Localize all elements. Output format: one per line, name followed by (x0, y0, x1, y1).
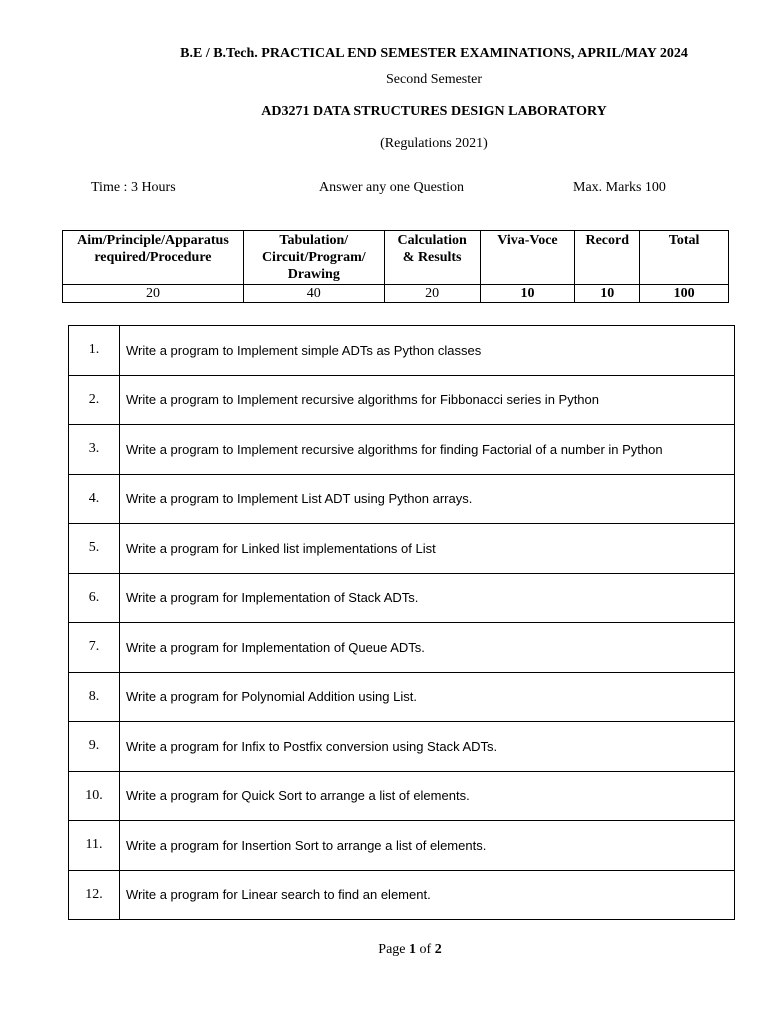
question-number: 6. (69, 573, 120, 623)
header-line: Circuit/Program/ (261, 250, 366, 265)
marks-header-row (63, 231, 729, 285)
question-number: 10. (69, 771, 120, 821)
header-line: Viva-Voce (497, 233, 558, 248)
question-text: Write a program for Linked list implementations of List (120, 524, 735, 574)
question-text: Write a program to Implement List ADT using Python arrays. (120, 474, 735, 524)
question-row (69, 623, 735, 673)
marks-value-cell: 10 (480, 285, 575, 303)
max-marks: Max. Marks 100 (573, 180, 666, 195)
question-number: 1. (69, 326, 120, 376)
question-text: Write a program for Quick Sort to arrange a list of elements. (120, 771, 735, 821)
question-row (69, 722, 735, 772)
question-text: Write a program for Implementation of Queue ADTs. (120, 623, 735, 673)
question-text: Write a program to Implement recursive algorithms for finding Factorial of a number in Python (120, 425, 735, 475)
header-line: Aim/Principle/Apparatus (77, 233, 229, 248)
marks-header-cell (63, 231, 244, 285)
questions-table (68, 325, 735, 920)
question-number: 8. (69, 672, 120, 722)
question-number: 4. (69, 474, 120, 524)
exam-instruction: Answer any one Question (319, 180, 465, 195)
page-footer (0, 942, 768, 958)
marks-value-cell: 20 (63, 285, 244, 303)
question-row (69, 821, 735, 871)
question-number: 7. (69, 623, 120, 673)
question-number: 3. (69, 425, 120, 475)
current-page-number: 1 (409, 942, 417, 957)
header-line: & Results (402, 250, 462, 265)
question-number: 11. (69, 821, 120, 871)
header-line: Drawing (287, 267, 340, 282)
question-row (69, 573, 735, 623)
question-row (69, 326, 735, 376)
regulations-label: (Regulations 2021) (380, 136, 488, 151)
exam-duration: Time : 3 Hours (91, 180, 176, 195)
question-number: 5. (69, 524, 120, 574)
question-row (69, 870, 735, 920)
question-row (69, 771, 735, 821)
marks-header-cell (243, 231, 384, 285)
question-row (69, 672, 735, 722)
question-number: 2. (69, 375, 120, 425)
question-number: 12. (69, 870, 120, 920)
question-row (69, 425, 735, 475)
question-row (69, 474, 735, 524)
course-title: AD3271 DATA STRUCTURES DESIGN LABORATORY (261, 104, 607, 119)
page-label: Page (378, 942, 406, 957)
header-line: required/Procedure (94, 250, 212, 265)
question-text: Write a program for Linear search to find an element. (120, 870, 735, 920)
question-text: Write a program to Implement recursive algorithms for Fibbonacci series in Python (120, 375, 735, 425)
marks-value-cell: 40 (243, 285, 384, 303)
header-line: Tabulation/ (279, 233, 349, 248)
question-row (69, 524, 735, 574)
question-text: Write a program for Implementation of Stack ADTs. (120, 573, 735, 623)
marks-header-cell (384, 231, 480, 285)
question-text: Write a program for Infix to Postfix conversion using Stack ADTs. (120, 722, 735, 772)
header-line: Record (585, 233, 630, 248)
question-text: Write a program for Insertion Sort to arrange a list of elements. (120, 821, 735, 871)
question-text: Write a program for Polynomial Addition using List. (120, 672, 735, 722)
marks-header-cell (575, 231, 640, 285)
marks-value-row (63, 285, 729, 303)
question-row (69, 375, 735, 425)
marks-header-cell (480, 231, 575, 285)
question-number: 9. (69, 722, 120, 772)
header-line: Calculation (397, 233, 467, 248)
semester-label: Second Semester (385, 72, 483, 87)
marks-value-cell: 20 (384, 285, 480, 303)
marks-value-cell: 10 (575, 285, 640, 303)
marks-header-cell (640, 231, 729, 285)
marks-distribution-table (62, 230, 729, 303)
header-line: Total (668, 233, 700, 248)
marks-value-cell: 100 (640, 285, 729, 303)
total-pages-number: 2 (434, 942, 442, 957)
exam-title: B.E / B.Tech. PRACTICAL END SEMESTER EXAMINATIONS, APRIL/MAY 2024 (180, 46, 688, 61)
question-text: Write a program to Implement simple ADTs as Python classes (120, 326, 735, 376)
of-label: of (419, 942, 432, 957)
